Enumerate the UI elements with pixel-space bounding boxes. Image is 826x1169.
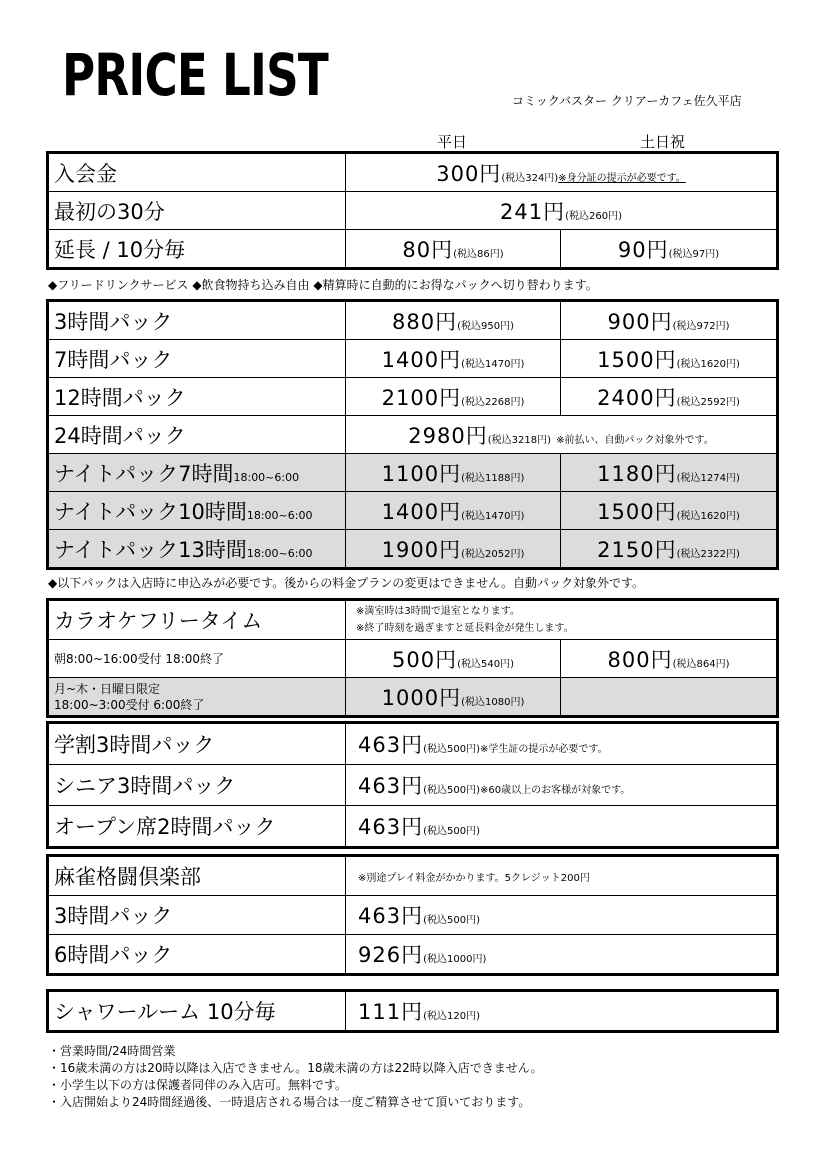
tax-price: (税込500円) [423,785,480,796]
row-label [48,492,346,530]
pack-name: ナイトパック13時間 [54,537,247,562]
empty-cell [561,678,778,717]
price-cell [346,765,778,806]
price: 1400円 [381,347,462,372]
table-row [48,678,778,717]
shower-table [46,989,779,1033]
pack-price-table [46,299,779,570]
tax-price: (税込864円) [672,658,730,670]
weekday-price-cell [346,492,561,530]
row-label: 入会金 [48,153,346,192]
pack-time: 18:00~6:00 [246,546,313,560]
price: 2100円 [381,385,462,410]
footer-line: ・小学生以下の方は保護者同伴のみ入店可。無料です。 [48,1078,348,1092]
holiday-header: 土日祝 [640,133,686,151]
holiday-price-cell [561,640,778,678]
notes-pack-rules: ◆以下パックは入店時に申込みが必要です。後からの料金プランの変更はできません。自動パック対象外です。 [48,576,645,590]
weekday-price-cell [346,454,561,492]
table-row [48,991,778,1032]
price: 500円 [392,647,458,672]
note: ※終了時刻を過ぎますと延長料金が発生します。 [356,623,574,634]
tax-price: (税込1620円) [676,510,740,522]
tax-price: (税込540円) [457,658,514,670]
price-cell [346,896,778,935]
price: 2980円 [408,423,488,448]
table-row [48,765,778,806]
price: 900円 [607,309,673,334]
holiday-price-cell [561,492,778,530]
note: ※前払い、自動パック対象外です。 [556,434,714,446]
row-label: 延長 / 10分毎 [48,230,346,269]
row-label [48,530,346,569]
holiday-price-cell [561,230,778,269]
table-row [48,806,778,848]
price: 800円 [607,647,673,672]
price: 1500円 [597,347,677,372]
pack-time: 18:00~6:00 [233,470,300,484]
tax-price: (税込1470円) [461,510,525,522]
weekday-price-cell [346,301,561,340]
page-title: PRICE LIST [62,41,328,109]
special-pack-table [46,721,779,849]
tax-price: (税込1080円) [461,696,525,708]
mahjong-note: ※別途プレイ料金がかかります。5クレジット200円 [346,856,778,896]
table-row [48,378,778,416]
tax-price: (税込1470円) [461,358,525,370]
price: 1000円 [381,685,462,710]
price: 1180円 [597,461,677,486]
footer-line: ・16歳未満の方は20時以降は入店できません。18歳未満の方は22時以降入店できません。 [48,1061,543,1075]
footer-line: ・入店開始より24時間経過後、一時退店される場合は一度ご精算させて頂いております。 [48,1095,531,1109]
price: 300円 [436,161,502,186]
row-label [48,454,346,492]
row-label: カラオケフリータイム [48,600,346,640]
price-cell [346,153,778,192]
table-row [48,192,778,230]
day-limit: 月~木・日曜日限定 [54,681,161,696]
weekday-price-cell [346,230,561,269]
row-label: 最初の30分 [48,192,346,230]
price: 926円 [358,943,424,967]
price: 1500円 [597,499,677,524]
row-label: 麻雀格闘倶楽部 [48,856,346,896]
price: 1100円 [381,461,462,486]
row-label [48,678,346,717]
price: 2150円 [597,537,677,562]
weekday-price-cell [346,530,561,569]
table-row [48,935,778,975]
tax-price: (税込2592円) [676,396,740,408]
tax-price: (税込2052円) [461,548,525,560]
tax-price: (税込972円) [672,320,730,332]
pack-time: 18:00~6:00 [246,508,313,522]
tax-price: (税込1274円) [676,472,740,484]
price: 241円 [500,199,566,224]
price-cell [346,806,778,848]
table-row [48,454,778,492]
table-row [48,640,778,678]
price-cell [346,991,778,1032]
weekday-price-cell [346,340,561,378]
price: 90円 [617,237,669,262]
table-row [48,340,778,378]
shop-name: コミックバスター クリアーカフェ佐久平店 [512,94,742,108]
table-row [48,301,778,340]
tax-price: (税込3218円) [487,434,552,446]
tax-price: (税込1620円) [676,358,740,370]
tax-price: (税込120円) [423,1011,480,1022]
note: ※60歳以上のお客様が対象です。 [479,785,631,796]
price: 80円 [402,237,454,262]
tax-price: (税込97円) [668,248,720,260]
price: 1400円 [381,499,462,524]
holiday-price-cell [561,454,778,492]
table-row [48,492,778,530]
price: 463円 [358,733,424,757]
notes-services: ◆フリードリンクサービス ◆飲食物持ち込み自由 ◆精算時に自動的にお得なパックへ切り替わります。 [48,278,598,292]
row-label: 学割3時間パック [48,723,346,765]
tax-price: (税込500円) [423,826,480,837]
tax-price: (税込1188円) [461,472,525,484]
basic-price-table [46,151,779,270]
weekday-price-cell [346,378,561,416]
mahjong-table [46,854,779,976]
holiday-price-cell [561,530,778,569]
row-label: 3時間パック [48,301,346,340]
price-cell [346,192,778,230]
holiday-price-cell [561,340,778,378]
tax-price: (税込86円) [453,248,504,260]
table-row [48,416,778,454]
row-label: 6時間パック [48,935,346,975]
tax-price: (税込260円) [565,210,622,222]
tax-price: (税込324円) [501,172,559,184]
holiday-price-cell [561,378,778,416]
karaoke-notes [346,600,778,640]
note: ※満室時は3時間で退室となります。 [356,606,520,617]
table-row [48,896,778,935]
price: 1900円 [381,537,462,562]
pack-name: ナイトパック10時間 [54,499,247,524]
karaoke-table [46,598,779,718]
row-label: 12時間パック [48,378,346,416]
table-row [48,230,778,269]
footer-line: ・営業時間/24時間営業 [48,1044,176,1058]
row-label: オープン席2時間パック [48,806,346,848]
pack-name: ナイトパック7時間 [54,461,234,486]
table-row [48,153,778,192]
note: ※学生証の提示が必要です。 [479,744,608,755]
price: 463円 [358,774,424,798]
weekday-header: 平日 [437,133,468,151]
tax-price: (税込2322円) [676,548,740,560]
table-row [48,723,778,765]
table-row [48,856,778,896]
tax-price: (税込500円) [423,915,480,926]
row-label: 朝8:00~16:00受付 18:00終了 [48,640,346,678]
holiday-price-cell [561,301,778,340]
weekday-price-cell [346,640,561,678]
time-limit: 18:00~3:00受付 6:00終了 [54,697,205,712]
tax-price: (税込500円) [423,744,480,755]
row-label: 7時間パック [48,340,346,378]
row-label: シャワールーム 10分毎 [48,991,346,1032]
price-cell [346,935,778,975]
price-cell [346,416,778,454]
price: 880円 [392,309,458,334]
price-cell [346,723,778,765]
table-row [48,530,778,569]
row-label: シニア3時間パック [48,765,346,806]
tax-price: (税込1000円) [423,954,487,965]
tax-price: (税込950円) [457,320,514,332]
price: 463円 [358,815,424,839]
price: 111円 [358,1000,424,1024]
row-label: 3時間パック [48,896,346,935]
tax-price: (税込2268円) [461,396,525,408]
table-row [48,600,778,640]
row-label: 24時間パック [48,416,346,454]
price: 2400円 [597,385,677,410]
price-cell [346,678,561,717]
footer-notes [48,1043,543,1111]
price: 463円 [358,904,424,928]
note: ※身分証の提示が必要です。 [558,172,686,184]
